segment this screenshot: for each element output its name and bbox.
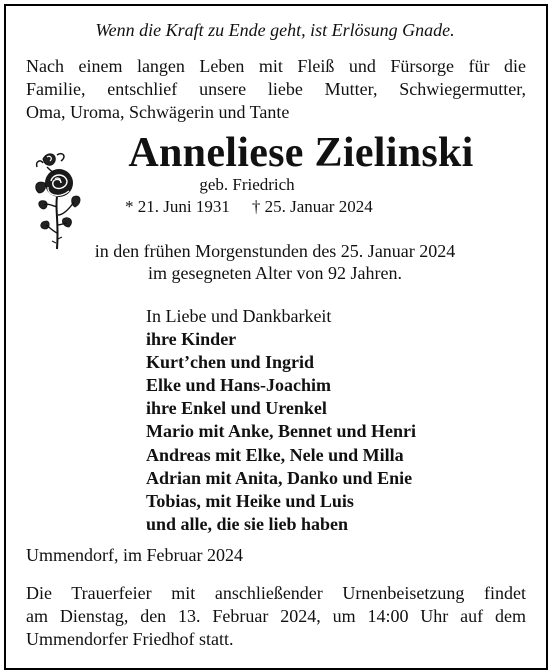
mourner-line: ihre Kinder [146,329,237,350]
service-line: Ummendorfer Friedhof statt. [26,629,234,649]
service-line: Die Trauerfeier mit anschließender Urnenbeisetzung findet [26,583,526,603]
death-date: † 25. Januar 2024 [251,197,373,216]
motto: Wenn die Kraft zu Ende geht, ist Erlösung Gnade. [95,20,455,40]
intro-text [26,55,526,124]
mourner-line: Adrian mit Anita, Danko und Enie [146,467,413,488]
mourner-line: und alle, die sie lieb haben [146,513,349,534]
life-dates [125,196,373,218]
intro-line: Familie, entschlief unsere liebe Mutter, Schwiegermutter, [26,79,526,99]
service-line: am Dienstag, den 13. Februar 2024, um 14:00 Uhr auf dem [26,606,526,626]
mourner-line: Tobias, mit Heike und Luis [146,490,354,511]
mourners-heading: In Liebe und Dankbarkeit [146,306,332,326]
deceased-name: Anneliese Zielinski [128,130,474,176]
mourner-line: Elke und Hans-Joachim [146,375,332,396]
intro-line: Nach einem langen Leben mit Fleiß und Fürsorge für die [26,56,526,76]
birth-name: geb. Friedrich [199,175,295,194]
circumstance-line: in den frühen Morgenstunden des 25. Januar 2024 [94,241,456,261]
mourner-line: Kurt’chen und Ingrid [146,352,315,373]
intro-line: Oma, Uroma, Schwägerin und Tante [26,102,290,122]
place-date: Ummendorf, im Februar 2024 [26,545,243,565]
mourner-line: Mario mit Anke, Bennet und Henri [146,421,417,442]
circumstance-line: im gesegneten Alter von 92 Jahren. [148,263,402,283]
funeral-service-text [26,582,526,651]
mourners-list [146,305,416,536]
mourner-line: Andreas mit Elke, Nele und Milla [146,444,404,465]
birth-date: * 21. Juni 1931 [125,197,230,216]
mourner-line: ihre Enkel und Urenkel [146,398,327,419]
